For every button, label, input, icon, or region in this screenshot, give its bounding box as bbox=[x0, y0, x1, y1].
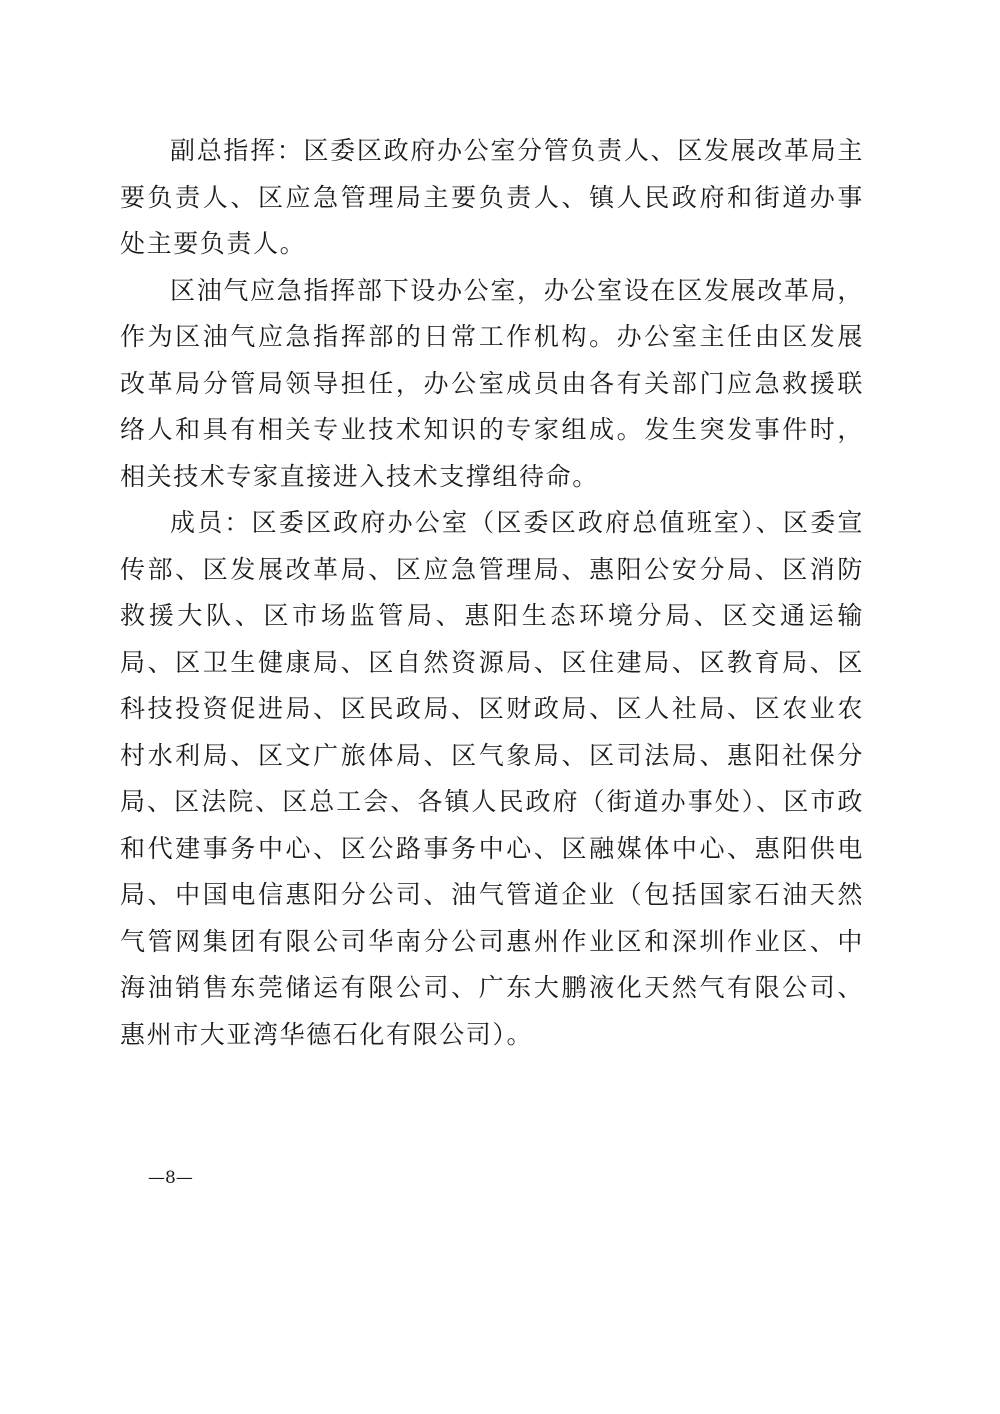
paragraph-members: 成员：区委区政府办公室（区委区政府总值班室）、区委宣传部、区发展改革局、区应急管理局、惠阳公安分局、区消防救援大队、区市场监管局、惠阳生态环境分局、区交通运输局、区卫生健康局、区自然资源局、区住建局、区教育局、区科技投资促进局、区民政局、区财政局、区人社局、区农业农村水利局、区文广旅体局、区气象局、区司法局、惠阳社保分局、区法院、区总工会、各镇人民政府（街道办事处）、区市政和代建事务中心、区公路事务中心、区融媒体中心、惠阳供电局、中国电信惠阳分公司、油气管道企业（包括国家石油天然气管网集团有限公司华南分公司惠州作业区和深圳作业区、中海油销售东莞储运有限公司、广东大鹏液化天然气有限公司、惠州市大亚湾华德石化有限公司）。 bbox=[120, 508, 864, 1049]
document-body bbox=[120, 128, 864, 1058]
paragraph-office: 区油气应急指挥部下设办公室，办公室设在区发展改革局，作为区油气应急指挥部的日常工作机构。办公室主任由区发展改革局分管局领导担任，办公室成员由各有关部门应急救援联络人和具有相关专业技术知识的专家组成。发生突发事件时，相关技术专家直接进入技术支撑组待命。 bbox=[120, 275, 864, 491]
page-number: —8— bbox=[148, 1168, 193, 1188]
paragraph-deputy-commander: 副总指挥：区委区政府办公室分管负责人、区发展改革局主要负责人、区应急管理局主要负责人、镇人民政府和街道办事处主要负责人。 bbox=[120, 136, 864, 258]
